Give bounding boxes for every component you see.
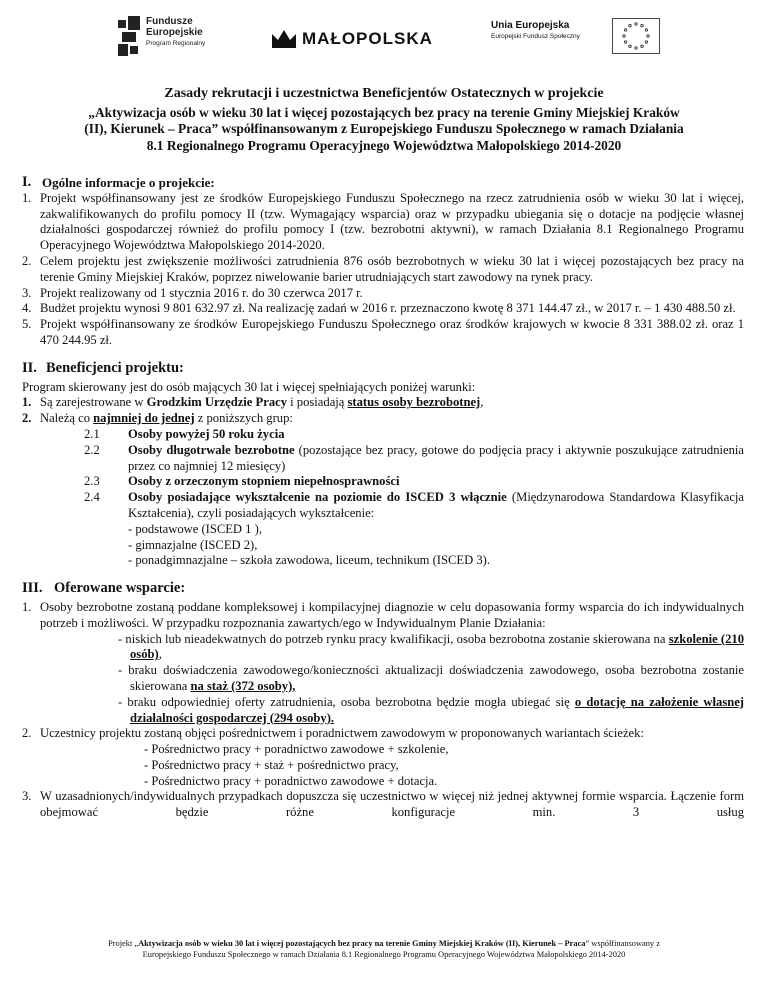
sub-item: 2.1 Osoby powyżej 50 roku życia <box>84 426 285 441</box>
section-1-list <box>22 191 744 349</box>
support-option: - niskich lub nieadekwatnych do potrzeb rynku pracy kwalifikacji, osoba bezrobotna zostanie skierowana na szkolenie (210 osób), <box>118 631 745 662</box>
section-number: III. <box>22 580 43 597</box>
document-title <box>0 86 768 154</box>
item-text: Należą co najmniej do jednej z poniższych grup: <box>40 411 293 426</box>
education-level: - ponadgimnazjalne – szkoła zawodowa, liceum, technikum (ISCED 3). <box>128 553 490 568</box>
crown-icon <box>270 28 298 50</box>
ue-line1: Unia Europejska <box>491 20 570 31</box>
title-line4: 8.1 Regionalnego Programu Operacyjnego Województwa Małopolskiego 2014-2020 <box>146 137 622 153</box>
support-option: - braku odpowiedniej oferty zatrudnienia, osoba bezrobotna będzie mogła ubiegać się o dotację na założenie własnej działalności gospodarczej (294 osoby). <box>118 694 745 725</box>
list-item <box>22 301 744 317</box>
footer-line1: Projekt „Aktywizacja osób w wieku 30 lat i więcej pozostających bez pracy na terenie Gminy Miejskiej Kraków (II), Kierunek – Praca” współfinansowany z <box>108 939 660 948</box>
fundusze-europejskie-logo <box>118 16 205 56</box>
fe-line2: Europejskie <box>146 27 203 38</box>
item-text: Projekt współfinansowany ze środków Europejskiego Funduszu Społecznego oraz środków krajowych w kwocie 8 331 388.02 zł. oraz 1 470 244.95 zł. <box>40 317 744 347</box>
item-number: 4. <box>22 301 32 316</box>
path-option: - Pośrednictwo pracy + staż + pośrednictwo pracy, <box>144 757 399 772</box>
page-footer <box>14 938 754 960</box>
list-item <box>22 254 744 286</box>
education-level: - podstawowe (ISCED 1 ), <box>128 521 262 536</box>
path-option: - Pośrednictwo pracy + poradnictwo zawodowe + dotacja. <box>144 773 438 788</box>
list-item <box>22 411 744 427</box>
section-title: Beneficjenci projektu: <box>46 359 184 376</box>
item-number: 1. <box>22 395 32 410</box>
section-2-heading <box>22 361 744 377</box>
item-text: Projekt współfinansowany jest ze środków Europejskiego Funduszu Społecznego na rzecz zatrudnienia osób w wieku 30 lat i więcej, zakwalifikowanych do profilu pomocy II (tzw. Wymagający wsparcia) oraz w przypadku ubiegania się o dotacje na podjęcie własnej działalności gospodarczej również do profilu pomocy I (tzw. bezrobotni aktywni), w ramach Działania 8.1 Regionalnego Programu Operacyjnego Województwa Małopolskiego 2014-2020. <box>40 190 744 253</box>
list-item <box>22 395 744 411</box>
item-number: 5. <box>22 317 32 332</box>
list-item: 3. W uzasadnionych/indywidualnych przypadkach dopuszcza się uczestnictwo w więcej niż jednej aktywnej formie wsparcia. Łączenie form obejmować będzie różne konfiguracje min. 3 usług <box>22 789 744 820</box>
footer-line2: Europejskiego Funduszu Społecznego w ramach Działania 8.1 Regionalnego Programu Operacyjnego Województwa Małopolskiego 2014-2020 <box>142 950 626 959</box>
list-item <box>22 286 744 302</box>
item-text: Projekt realizowany od 1 stycznia 2016 r. do 30 czerwca 2017 r. <box>40 285 363 300</box>
title-line3: (II), Kierunek – Praca” współfinansowanym z Europejskiego Funduszu Społecznego w ramach Działania <box>84 121 684 136</box>
item-number: 2. <box>22 253 32 268</box>
malopolska-text: MAŁOPOLSKA <box>302 29 433 48</box>
document-body <box>22 175 744 821</box>
logo-bar <box>0 12 768 64</box>
title-line1: Zasady rekrutacji i uczestnictwa Beneficjentów Ostatecznych w projekcie <box>164 86 604 101</box>
item-text: Są zarejestrowane w Grodzkim Urzędzie Pracy i posiadają status osoby bezrobotnej, <box>40 395 484 410</box>
path-option: - Pośrednictwo pracy + poradnictwo zawodowe + szkolenie, <box>144 742 449 757</box>
ue-line2: Europejski Fundusz Społeczny <box>491 33 580 40</box>
section-1-heading <box>22 175 744 191</box>
list-item <box>22 317 744 349</box>
item-number: 2. <box>22 411 32 426</box>
list-item <box>22 191 744 254</box>
item-number: 1. <box>22 190 32 205</box>
sub-item: 2.2 Osoby długotrwale bezrobotne (pozostające bez pracy, gotowe do podjęcia pracy i aktywnie poszukujące zatrudnienia przez co najmniej 12 miesięcy) <box>84 442 744 473</box>
section-title: Oferowane wsparcie: <box>54 580 186 597</box>
eu-flag-icon <box>612 18 660 54</box>
section-number: I. <box>22 174 32 190</box>
sub-item: 2.4 Osoby posiadające wykształcenie na poziomie do ISCED 3 włącznie (Międzynarodowa Standardowa Klasyfikacja Kształcenia), czyli posiadających wykształcenie: <box>84 490 745 520</box>
fe-line1: Fundusze <box>146 16 193 27</box>
list-item: 1. Osoby bezrobotne zostaną poddane kompleksowej i kompilacyjnej diagnozie w celu dopasowania formy wsparcia do ich indywidualnych potrzeb i możliwości. W przypadku rozpoznania zawartych/ego w Indywidualnym Planie Działania: <box>22 599 744 630</box>
title-line2: „Aktywizacja osób w wieku 30 lat i więcej pozostających bez pracy na terenie Gminy Miejskiej Kraków <box>88 104 680 120</box>
item-number: 3. <box>22 285 32 300</box>
list-item: 2. Uczestnicy projektu zostaną objęci pośrednictwem i poradnictwem zawodowym w proponowanych wariantach ścieżek: <box>22 726 644 741</box>
support-option: - braku doświadczenia zawodowego/konieczności aktualizacji doświadczenia zawodowego, osoba bezrobotna zostanie skierowana na staż (372 osoby), <box>118 663 744 693</box>
education-level: - gimnazjalne (ISCED 2), <box>128 537 258 552</box>
section-2-intro: Program skierowany jest do osób mających 30 lat i więcej spełniających poniżej warunki: <box>22 379 476 394</box>
section-title: Ogólne informacje o projekcie: <box>42 175 215 190</box>
section-3-heading <box>22 581 744 597</box>
fe-line3: Program Regionalny <box>146 40 206 47</box>
sub-item: 2.3 Osoby z orzeczonym stopniem niepełnosprawności <box>84 474 400 489</box>
unia-europejska-logo <box>491 20 580 40</box>
malopolska-logo <box>270 28 433 50</box>
section-number: II. <box>22 359 37 376</box>
item-text: Budżet projektu wynosi 9 801 632.97 zł. Na realizację zadań w 2016 r. przeznaczono kwotę 8 371 144.47 zł., w 2017 r. – 1 430 488.50 zł. <box>40 301 736 316</box>
fe-mark-icon <box>118 16 140 56</box>
item-text: Celem projektu jest zwiększenie możliwości zatrudnienia 876 osób bezrobotnych w wieku 30 lat i więcej pozostających bez pracy na terenie Gminy Miejskiej Kraków, poprzez niwelowanie barier utrudniających start zawodowy na rynek pracy. <box>40 253 744 284</box>
